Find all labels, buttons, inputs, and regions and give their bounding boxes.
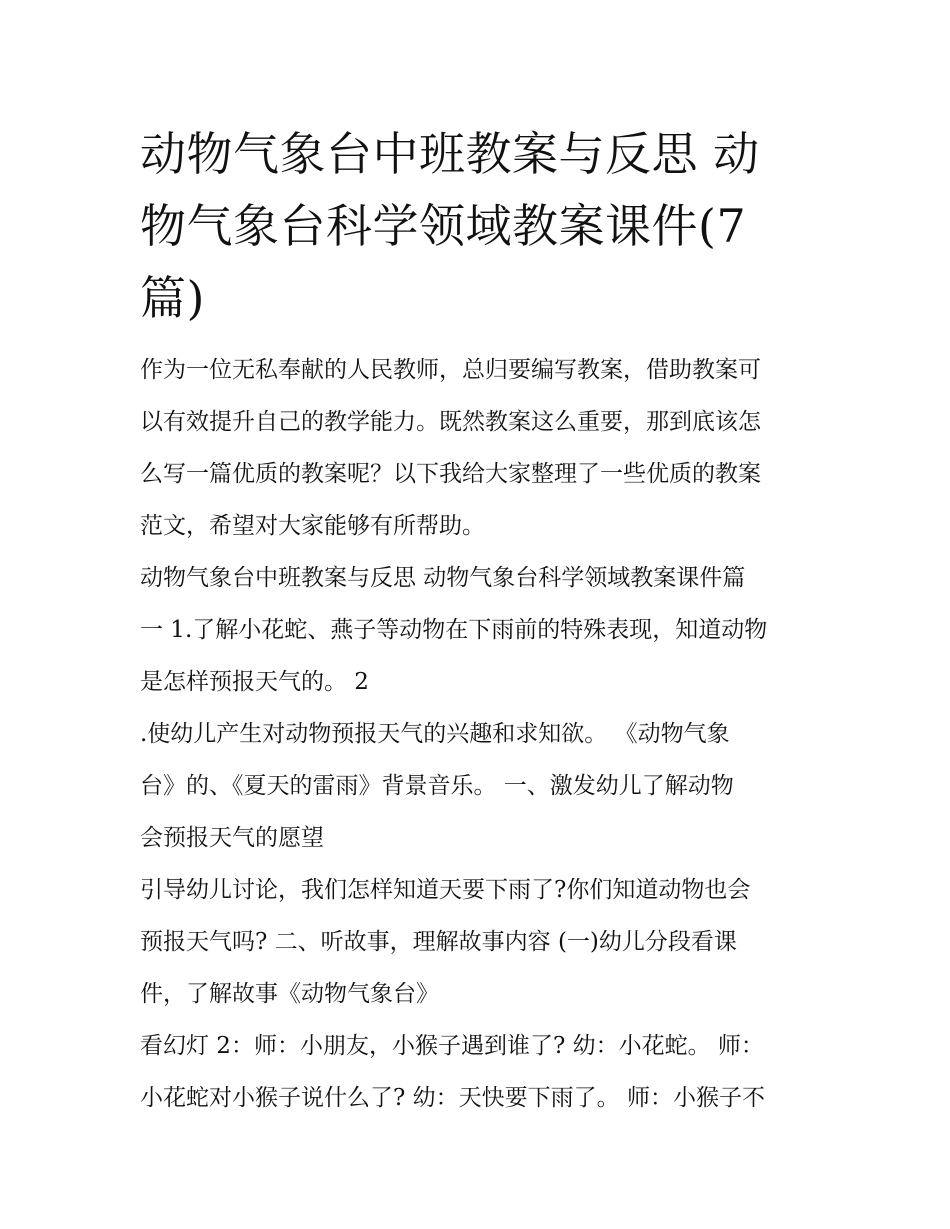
body-line: 动物气象台中班教案与反思 动物气象台科学领域教案课件篇 [140,565,746,591]
title-line: 物气象台科学领域教案课件(7 [140,199,747,253]
body-line: 台》的、《夏天的雷雨》背景音乐。 一、激发幼儿了解动物 [140,773,734,799]
body-line: 预报天气吗? 二、听故事，理解故事内容 (一)幼儿分段看课 [140,929,737,955]
body-line: 件，了解故事《动物气象台》 [140,981,439,1007]
body-line: 小花蛇对小猴子说什么了? 幼：天快要下雨了。 师：小猴子不 [140,1085,765,1111]
body-line: 看幻灯 2：师：小朋友，小猴子遇到谁了? 幼：小花蛇。 师： [140,1033,764,1059]
body-line: .使幼儿产生对动物预报天气的兴趣和求知欲。 《动物气象 [140,721,730,747]
title-line: 动物气象台中班教案与反思 动 [140,127,760,181]
title-line: 篇) [140,271,205,325]
body-line: 么写一篇优质的教案呢？以下我给大家整理了一些优质的教案 [140,461,761,487]
body-line: 范文，希望对大家能够有所帮助。 [140,513,485,539]
body-line: 作为一位无私奉献的人民教师，总归要编写教案，借助教案可 [140,357,761,383]
body-line: 以有效提升自己的教学能力。既然教案这么重要，那到底该怎 [140,409,761,435]
document-title [140,118,820,334]
body-line: 引导幼儿讨论，我们怎样知道天要下雨了?你们知道动物也会 [140,877,751,903]
body-line: 一 1.了解小花蛇、燕子等动物在下雨前的特殊表现，知道动物 [140,617,768,643]
body-line: 会预报天气的愿望 [140,825,324,851]
body-line: 是怎样预报天气的。 2 [140,669,369,695]
